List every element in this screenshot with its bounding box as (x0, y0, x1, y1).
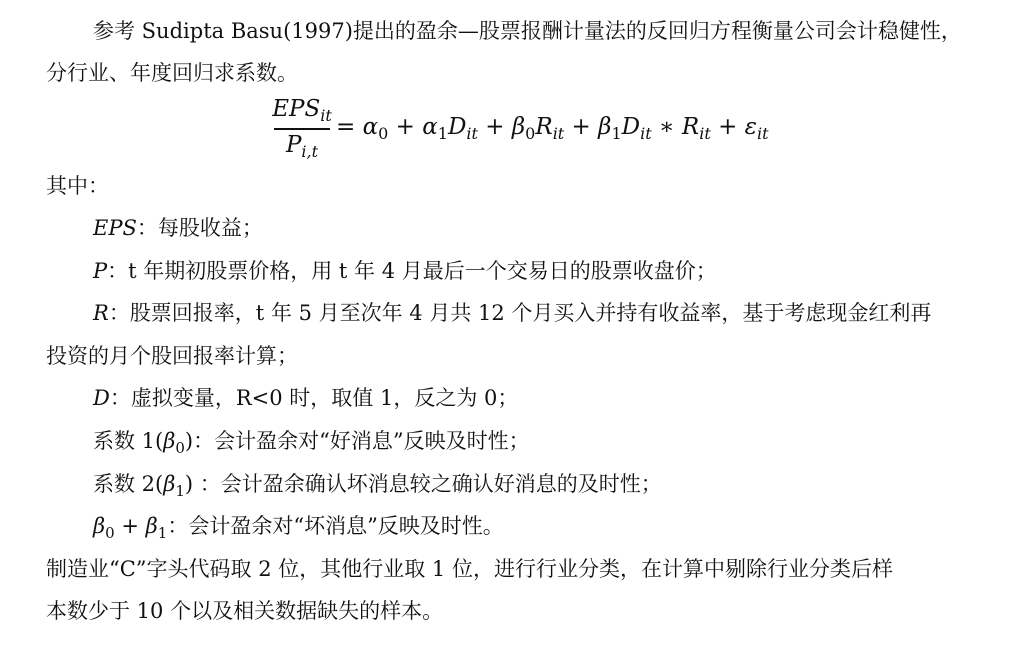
desc-p: ：t 年期初股票价格，用 t 年 4 月最后一个交易日的股票收盘价； (107, 259, 717, 283)
desc-r: ：股票回报率，t 年 5 月至次年 4 月共 12 个月买入并持有收益率，基于考虑现金红利再 (108, 301, 932, 325)
paragraph-intro-line-1: 参考 Sudipta Basu(1997)提出的盈余—股票报酬计量法的反回归方程衡量公司会计稳健性， (93, 19, 962, 43)
term-p: P (93, 259, 108, 283)
definition-r-continued: 投资的月个股回报率计算； (46, 344, 298, 368)
term-d: D (93, 386, 110, 410)
where-label: 其中： (46, 174, 109, 198)
definition-eps (93, 213, 263, 243)
paragraph-industry-line-2: 本数少于 10 个以及相关数据缺失的样本。 (46, 599, 444, 623)
fraction-numerator: $EPS_{it}$ (272, 96, 332, 125)
formula-right-hand-side: = $\alpha_0 + \alpha_1D_{it} + \beta_0R_{it} + \beta_1D_{it}$ ∗ $R_{it} + \varepsilon_{it}$ (336, 114, 769, 143)
fraction-denominator: $P_{i,t}$ (285, 132, 319, 161)
basu-regression-formula (272, 94, 772, 164)
paragraph-intro-line-2: 分行业、年度回归求系数。 (46, 61, 298, 85)
coefficient-2-line: 系数 $2(\beta_1)$ ：会计盈余确认坏消息较之确认好消息的及时性； (93, 472, 662, 500)
definition-p (93, 256, 717, 286)
beta-sum-line: $\beta_0 + \beta_1$：会计盈余对“坏消息”反映及时性。 (93, 514, 504, 542)
paragraph-industry-line-1: 制造业“C”字头代码取 2 位，其他行业取 1 位，进行行业分类，在计算中剔除行业分类后样 (46, 557, 893, 581)
term-r: R (93, 301, 109, 325)
desc-eps: ：每股收益； (136, 216, 263, 240)
desc-d: ：虚拟变量，R<0 时，取值 1，反之为 0； (109, 386, 519, 410)
definition-r (93, 298, 931, 328)
term-eps: EPS (93, 216, 137, 240)
coefficient-1-line: 系数 $1(\beta_0)$：会计盈余对“好消息”反映及时性； (93, 429, 530, 457)
definition-d (93, 383, 518, 413)
